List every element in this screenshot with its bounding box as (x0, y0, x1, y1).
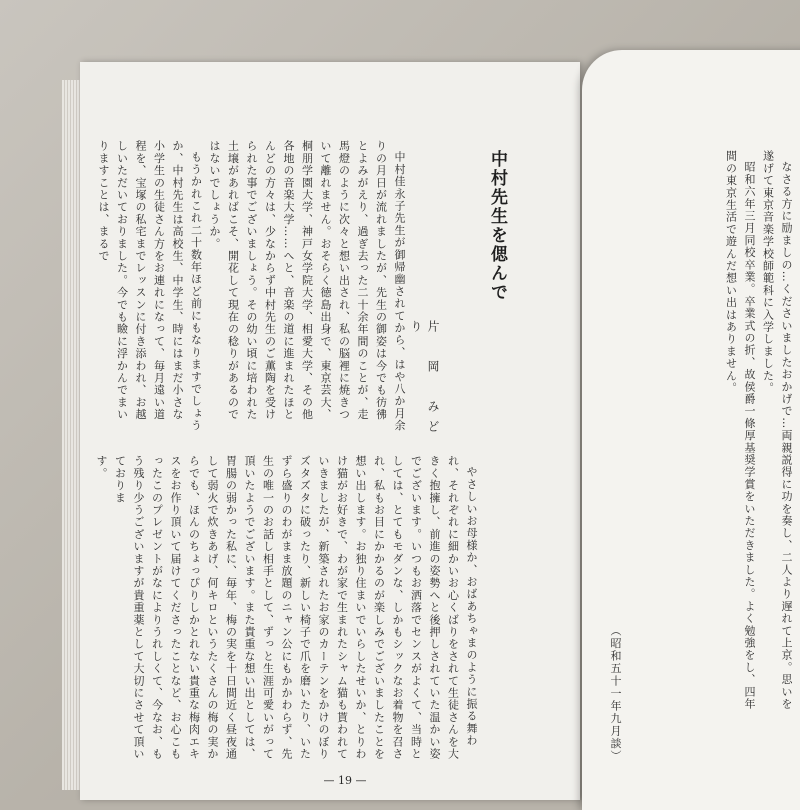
page-stack-edge (62, 80, 82, 790)
paragraph-3: やさしいお母様か、おばあちゃまのように振る舞われ、それぞれに細かいお心くばりをされて生徒さんを大きく抱擁し、前進の姿勢へと後押しされていた温かい姿でございます。いつもお洒落でセンスがよくて、当時としては、とてもモダンな、しかもシックなお着物を召され、私もお目にかかるのが楽しみでございましたことを想い出します。お独り住まいでいらしたせいか、とりわけ猫がお好きで、わが家で生まれたシャム猫も貰われていきましたが、新築されたお家のカーテンをかけのぼりズタズタに破ったり、新しい椅子で爪を磨いたり、いたずら盛りのわがまま放題のニャン公にもかかわらず、先生の唯一のお話し相手として、ずっと生涯可愛いがって頂いたようでございます。また貴重な想い出としては、胃腸の弱かった私に、毎年、梅の実を十日間近く昼夜通して弱火で炊きあげ、何キロというたくさんの梅の実からでも、ほんのちょっぴりしかとれない貴重な梅肉エキスをお作り頂いて届けてくださったことなど、お心こもったこのプレゼントがなによりうれしくて、今なお、もう残り少うございますが貴重薬として大切にさせて頂いておりま (113, 455, 478, 760)
right-paragraph-1: なさる方に励ましの…くださいましたおかげで…両親説得に功を奏し、二人より遅れて上京。思いを遂げて東京音楽学校師範科に入学しました。 (761, 150, 793, 710)
article-title: 中村先生を偲んで (487, 150, 507, 302)
right-paragraph-2: 昭和六年三月同校卒業。卒業式の折、故侯爵一條厚基奨学賞をいただきました。よく勉強をし、四年間の東京生活で遊んだ想い出はありません。 (724, 150, 756, 710)
paragraph-1: 中村佳永子先生が御帰幽されてから、はや八か月余りの月日が流れましたが、先生の御姿は今でも彷彿とよみがえり、過ぎ去った二十余年間のことが、走馬燈のように次々と想い出され、私の脳裡に焼きついて離れません。おそらく徳島出身で、東京芸大、桐朋学園大学、神戸女学院大学、相愛大学、その他各地の音楽大学……へと、音楽の道に進まれたほとんどの方々は、少なからず中村先生のご薫陶を受けられた事でございましょう。その幼い頃に培われた土壌があればこそ、開花して現在の稔りがあるのではないでしょうか。 (208, 140, 406, 432)
article-author: 片 岡 みどり (409, 320, 440, 440)
paragraph-2: もうかれこれ二十数年ほど前にもなりますでしょうか、中村先生は高校生、中学生、時にはまだ小さな小学生の生徒さん方をお連れになって、毎月遠い道程を、宝塚の私宅までレッスンに付き添われ、お越しいただいておりました。今でも瞼に浮かんでまいりますことは、まるで (97, 140, 203, 432)
paragraph-3-end: す。 (95, 455, 108, 480)
right-text-block (665, 150, 795, 710)
page-number: — 19 — (323, 774, 367, 787)
lower-text-block (95, 455, 480, 765)
date-note: （昭和五十一年九月談） (609, 625, 622, 763)
upper-text-block (97, 140, 408, 432)
